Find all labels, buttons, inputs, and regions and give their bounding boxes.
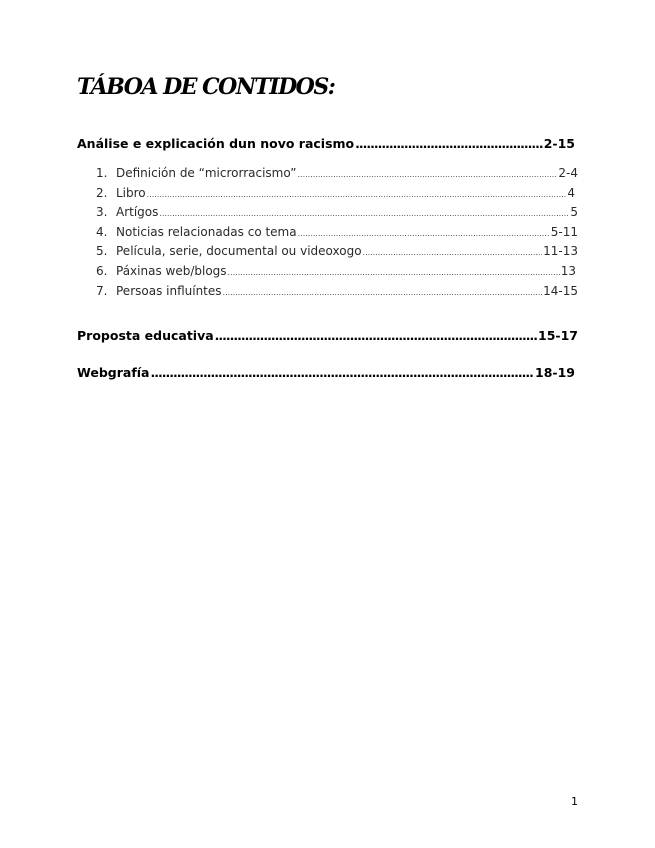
toc-item-pages: 13 (560, 264, 576, 278)
toc-item-label: Páxinas web/blogs (116, 264, 227, 278)
dot-leader (150, 365, 534, 380)
dot-leader (223, 288, 543, 297)
toc-item-pages: 11-13 (543, 244, 578, 258)
dot-leader (298, 170, 558, 179)
toc-item-number: 6. (96, 264, 108, 278)
toc-item-number: 7. (96, 284, 108, 298)
toc-section-proposta (77, 328, 578, 343)
toc-item-label: Noticias relacionadas co tema (116, 225, 297, 239)
toc-item-pages: 5 (570, 205, 578, 219)
toc-item-pages: 2-4 (558, 166, 578, 180)
toc-item-label: Película, serie, documental ou videoxogo (116, 244, 362, 258)
dot-leader (215, 328, 537, 343)
toc-item-7 (96, 284, 578, 298)
toc-item-number: 5. (96, 244, 108, 258)
toc-item-label: Persoas influíntes (116, 284, 222, 298)
toc-item-5 (96, 244, 578, 258)
toc-item-number: 4. (96, 225, 108, 239)
toc-section-label: Proposta educativa (77, 328, 214, 343)
dot-leader (298, 229, 550, 238)
toc-title: TÁBOA DE CONTIDOS: (77, 74, 335, 100)
dot-leader (147, 190, 567, 199)
toc-item-2 (96, 186, 575, 200)
toc-item-label: Libro (116, 186, 146, 200)
toc-item-label: Definición de “microrracismo” (116, 166, 297, 180)
dot-leader (355, 136, 543, 151)
toc-section-pages: 2-15 (543, 136, 575, 151)
dot-leader (159, 209, 569, 218)
toc-section-label: Análise e explicación dun novo racismo (77, 136, 355, 151)
toc-item-number: 1. (96, 166, 108, 180)
toc-item-4 (96, 225, 578, 239)
toc-item-pages: 14-15 (543, 284, 578, 298)
toc-item-label: Artígos (116, 205, 159, 219)
toc-section-webgrafia (77, 365, 575, 380)
toc-item-pages: 4 (567, 186, 575, 200)
toc-item-3 (96, 205, 578, 219)
toc-item-1 (96, 166, 578, 180)
toc-section-label: Webgrafía (77, 365, 150, 380)
dot-leader (228, 268, 560, 277)
toc-section-pages: 15-17 (538, 328, 578, 343)
dot-leader (363, 248, 543, 257)
toc-section-pages: 18-19 (535, 365, 575, 380)
toc-item-6 (96, 264, 576, 278)
toc-item-number: 3. (96, 205, 108, 219)
toc-item-number: 2. (96, 186, 108, 200)
toc-section-analise (77, 136, 575, 151)
toc-item-pages: 5-11 (550, 225, 578, 239)
page-number: 1 (571, 795, 578, 808)
